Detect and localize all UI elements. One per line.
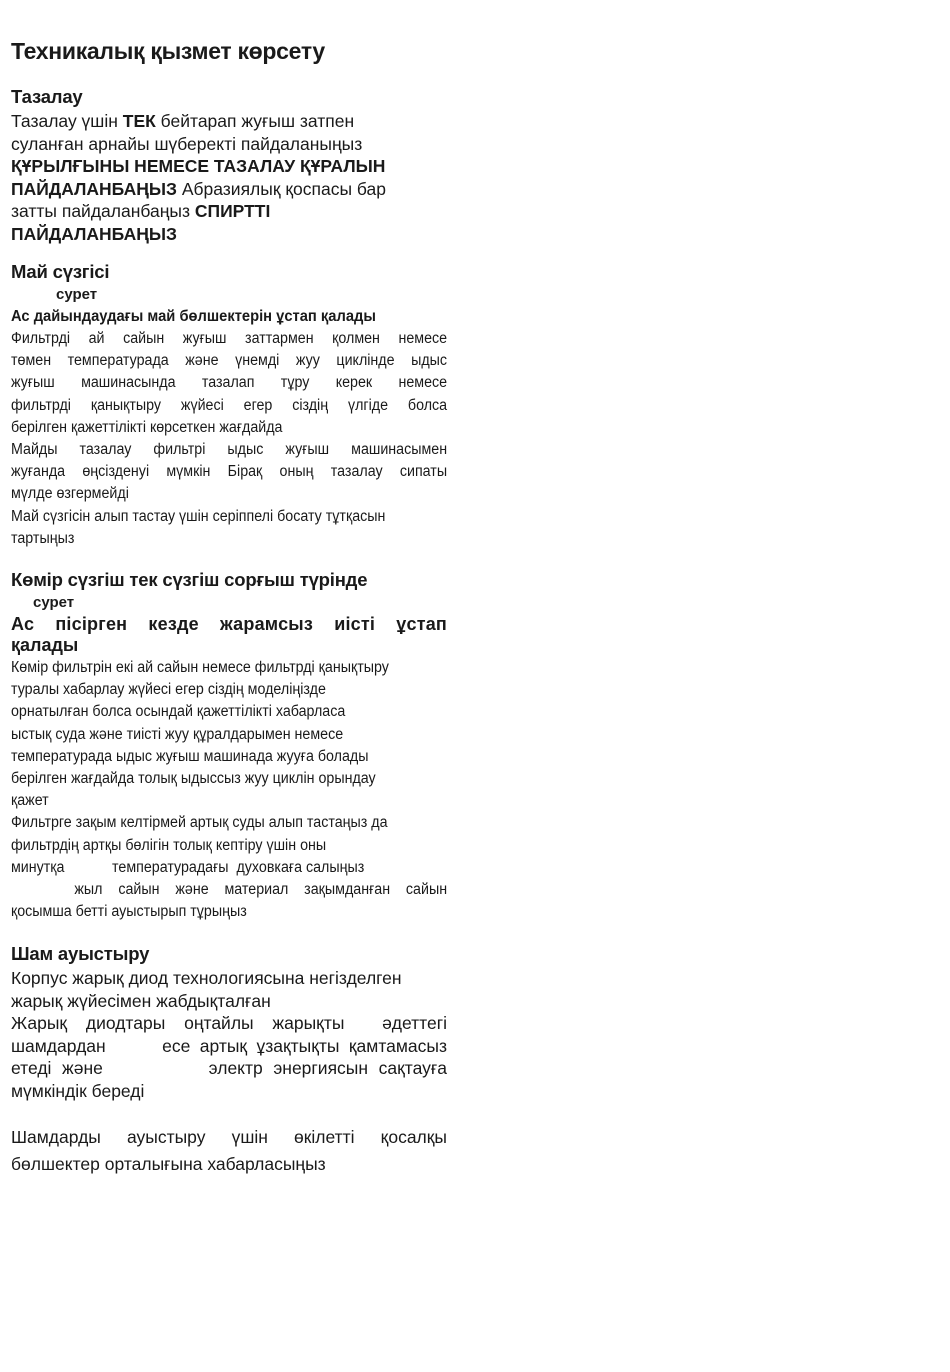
figure-reference: сурет [56,286,98,303]
lamp-paragraph-1: Корпус жарық диод технологиясына негізделген жарық жүйесімен жабдықталған [11,968,402,1011]
lamp-paragraph-3: Шамдарды ауыстыру үшін өкілетті қосалқы бөлшектер орталығына хабарласыңыз [11,1127,447,1174]
grease-filter-heading: Май сүзгісі [11,261,110,282]
grease-filter-paragraph-1: Фильтрді ай сайын жуғыш заттармен қолмен немесе төмен температурада және үнемді жуу циклінде ыдыс жуғыш машинасында тазалап тұру керек немесе фильтрді қанықтыру жүйесі егер сіздің үлгіде болса берілген қажеттілікті көрсеткен жағдайда [11,330,448,436]
cleaning-heading: Тазалау [11,86,83,107]
carbon-filter-subtitle: Ас пісірген кезде жарамсыз иісті ұстап [11,614,447,634]
carbon-filter-heading: Көмір сүзгіш тек сүзгіш сорғыш түрінде [11,569,368,590]
cleaning-section [11,85,447,245]
grease-filter-section [11,260,447,550]
figure-reference: сурет [33,594,75,611]
emphasis-only: ТЕК [122,111,156,131]
warning-no-alcohol: СПИРТТІ [194,201,271,221]
carbon-filter-paragraph-1: Көмір фильтрін екі ай сайын немесе фильтрді қанықтыру туралы хабарлау жүйесі егер сіздің моделіңізде орнатылған болса осындай қажеттілікті хабарласа ыстық суда және тиісті жуу құралдарымен немесе температурада ыдыс жуғыш машинада жууға болады берілген жағдайда толық ыдыссыз жуу циклін орындау қажет [11,659,389,810]
lamp-heading: Шам ауыстыру [11,943,150,964]
lamp-body [11,967,447,1178]
carbon-filter-body [11,657,447,923]
grease-filter-paragraph-2: Майды тазалау фильтрі ыдыс жуғыш машинасымен жуғанда өңсізденуі мүмкін Бірақ оның тазалау сипаты мүлде өзгермейді [11,441,448,503]
carbon-filter-subtitle-end: қалады [11,635,79,655]
lamp-section [11,942,447,1178]
carbon-filter-section [11,568,447,923]
warning-no-tools: ҚҰРЫЛҒЫНЫ НЕМЕСЕ ТАЗАЛАУ ҚҰРАЛЫН [11,156,386,176]
grease-filter-subtitle: Ас дайындаудағы май бөлшектерін ұстап қалады [11,308,376,325]
grease-filter-body [11,328,447,550]
carbon-filter-paragraph-2: Фильтрге зақым келтірмей артық суды алып тастаңыз да фильтрдің артқы бөлігін толық кептіру үшін оны минутқа температурадағы духовкаға салыңыз жыл сайын және материал зақымданған сайын қосымша бетті ауыстырып тұрыңыз [11,814,448,921]
grease-filter-paragraph-3: Май сүзгісін алып тастау үшін серіппелі босату тұтқасын тартыңыз [11,507,386,547]
cleaning-text: Тазалау үшін ТЕК бейтарап жуғыш затпен суланған арнайы шүберекті пайдаланыңыз ҚҰРЫЛҒЫНЫ НЕМЕСЕ ТАЗАЛАУ ҚҰРАЛЫН ПАЙДАЛАНБАҢЫЗ Абразиялық қоспасы бар затты пайдаланбаңыз СПИРТТІ ПАЙДАЛАНБАҢЫЗ [11,111,386,244]
lamp-paragraph-2: Жарық диодтары оңтайлы жарықты әдеттегі шамдардан есе артық ұзақтықты қамтамасыз етеді және электр энергиясын сақтауға мүмкіндік береді [11,1013,447,1101]
page-title: Техникалық қызмет көрсету [11,38,325,64]
